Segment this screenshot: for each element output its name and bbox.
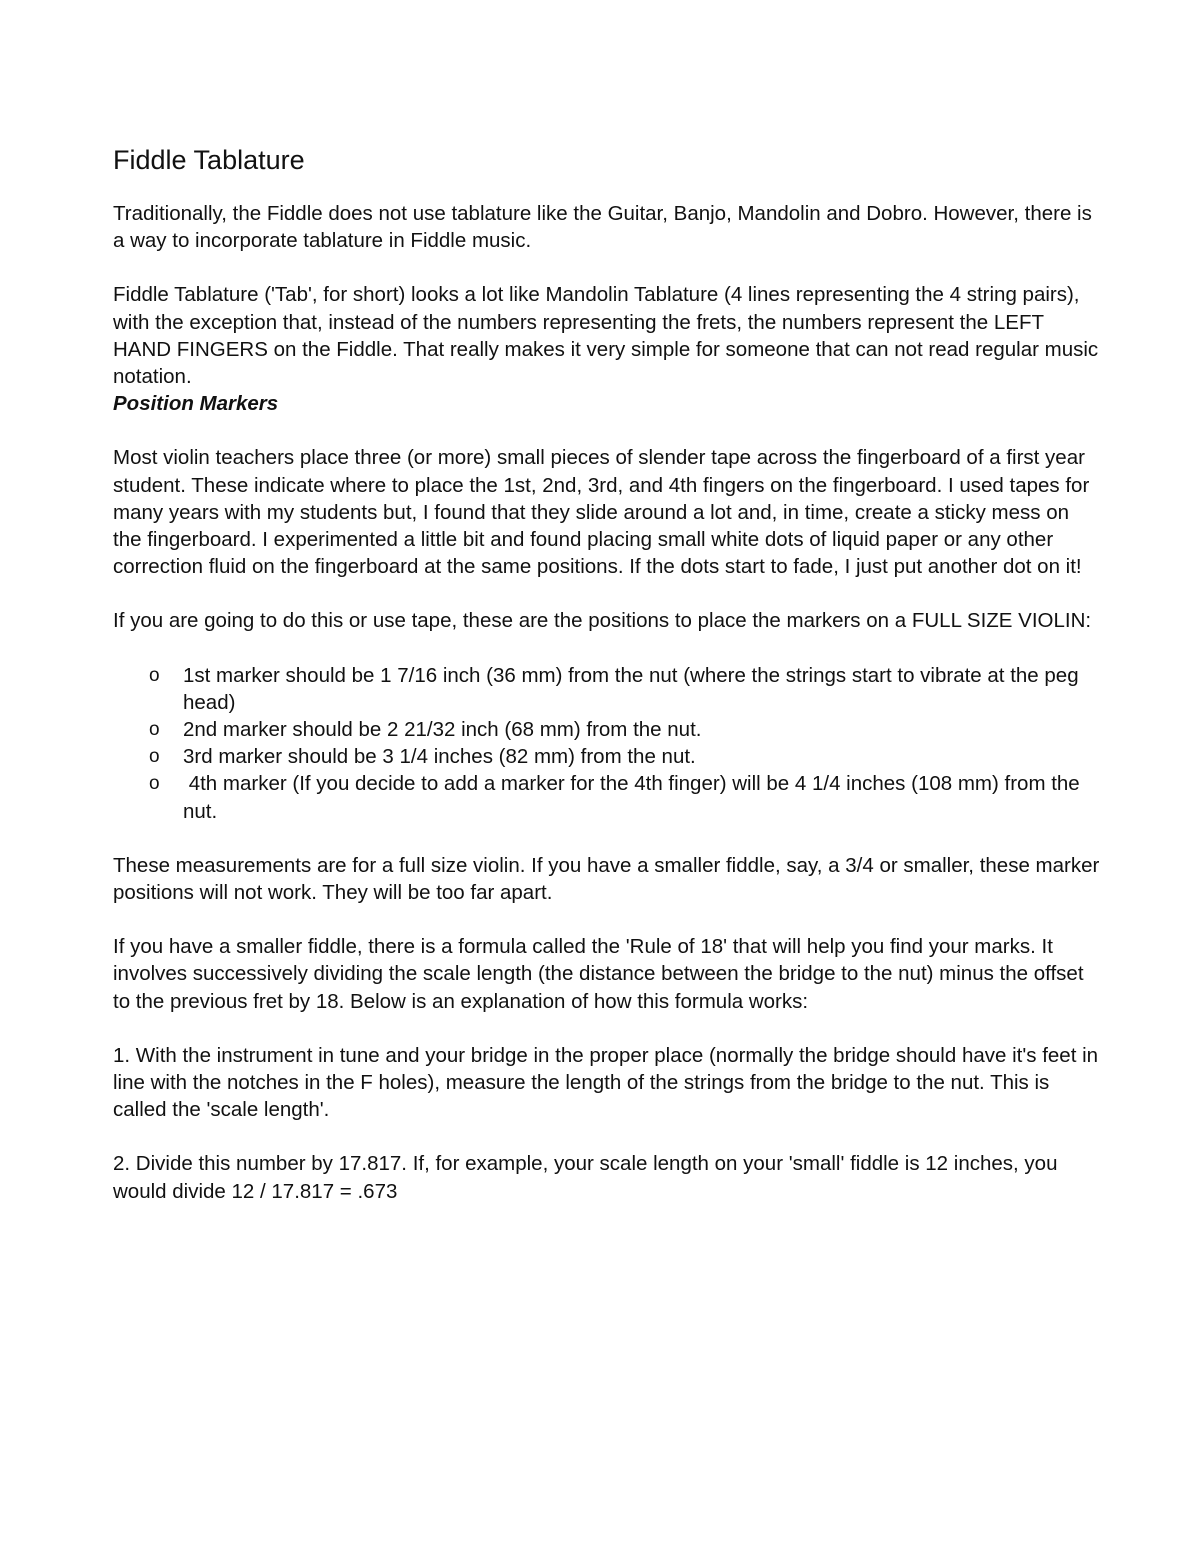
- list-item-text: 4th marker (If you decide to add a marker for the 4th finger) will be 4 1/4 inches (108 mm) from the nut.: [183, 772, 1086, 823]
- list-item-text: 2nd marker should be 2 21/32 inch (68 mm) from the nut.: [183, 718, 702, 742]
- bullet-icon: o: [149, 719, 160, 741]
- list-item: [113, 743, 1103, 770]
- step-1-paragraph: 1. With the instrument in tune and your bridge in the proper place (normally the bridge should have it's feet in line with the notches in the F holes), measure the length of the strings from the bridge to the nut. This is called the 'scale length'.: [113, 1043, 1099, 1122]
- list-item-text: 1st marker should be 1 7/16 inch (36 mm) from the nut (where the strings start to vibrate at the peg head): [183, 663, 1079, 714]
- intro-paragraph-1: Traditionally, the Fiddle does not use tablature like the Guitar, Banjo, Mandolin and Dobro. However, there is a way to incorporate tablature in Fiddle music.: [113, 202, 1092, 253]
- section-heading: Position Markers: [113, 392, 279, 416]
- list-item: [113, 662, 1103, 716]
- bullet-icon: o: [149, 773, 160, 795]
- page-title: Fiddle Tablature: [113, 145, 305, 175]
- bullet-icon: o: [149, 664, 160, 686]
- intro-paragraph-2: Fiddle Tablature ('Tab', for short) looks a lot like Mandolin Tablature (4 lines representing the 4 string pairs), with the exception that, instead of the numbers representing the frets, the numbers represent the LEFT HAND FINGERS on the Fiddle. That really makes it very simple for someone that can not read regular music notation.: [113, 283, 1099, 389]
- section-paragraph-1: Most violin teachers place three (or more) small pieces of slender tape across the fingerboard of a first year student. These indicate where to place the 1st, 2nd, 3rd, and 4th fingers on the fingerboard. I used tapes for many years with my students but, I found that they slide around a lot and, in time, create a sticky mess on the fingerboard. I experimented a little bit and found placing small white dots of liquid paper or any other correction fluid on the fingerboard at the same positions. If the dots start to fade, I just put another dot on it!: [113, 446, 1090, 579]
- section-paragraph-2: If you are going to do this or use tape, these are the positions to place the markers on a FULL SIZE VIOLIN:: [113, 609, 1092, 633]
- section-paragraph-4: If you have a smaller fiddle, there is a formula called the 'Rule of 18' that will help you find your marks. It involves successively dividing the scale length (the distance between the bridge to the nut) minus the offset to the previous fret by 18. Below is an explanation of how this formula works:: [113, 935, 1084, 1013]
- step-2-paragraph: 2. Divide this number by 17.817. If, for example, your scale length on your 'small' fiddle is 12 inches, you would divide 12 / 17.817 = .673: [113, 1152, 1058, 1203]
- list-item-text: 3rd marker should be 3 1/4 inches (82 mm) from the nut.: [183, 745, 696, 769]
- marker-list: [113, 662, 1103, 825]
- bullet-icon: o: [149, 746, 160, 768]
- document-page: [113, 142, 1103, 1205]
- section-paragraph-3: These measurements are for a full size violin. If you have a smaller fiddle, say, a 3/4 or smaller, these marker positions will not work. They will be too far apart.: [113, 853, 1100, 905]
- list-item: [113, 716, 1103, 743]
- list-item: [113, 770, 1103, 824]
